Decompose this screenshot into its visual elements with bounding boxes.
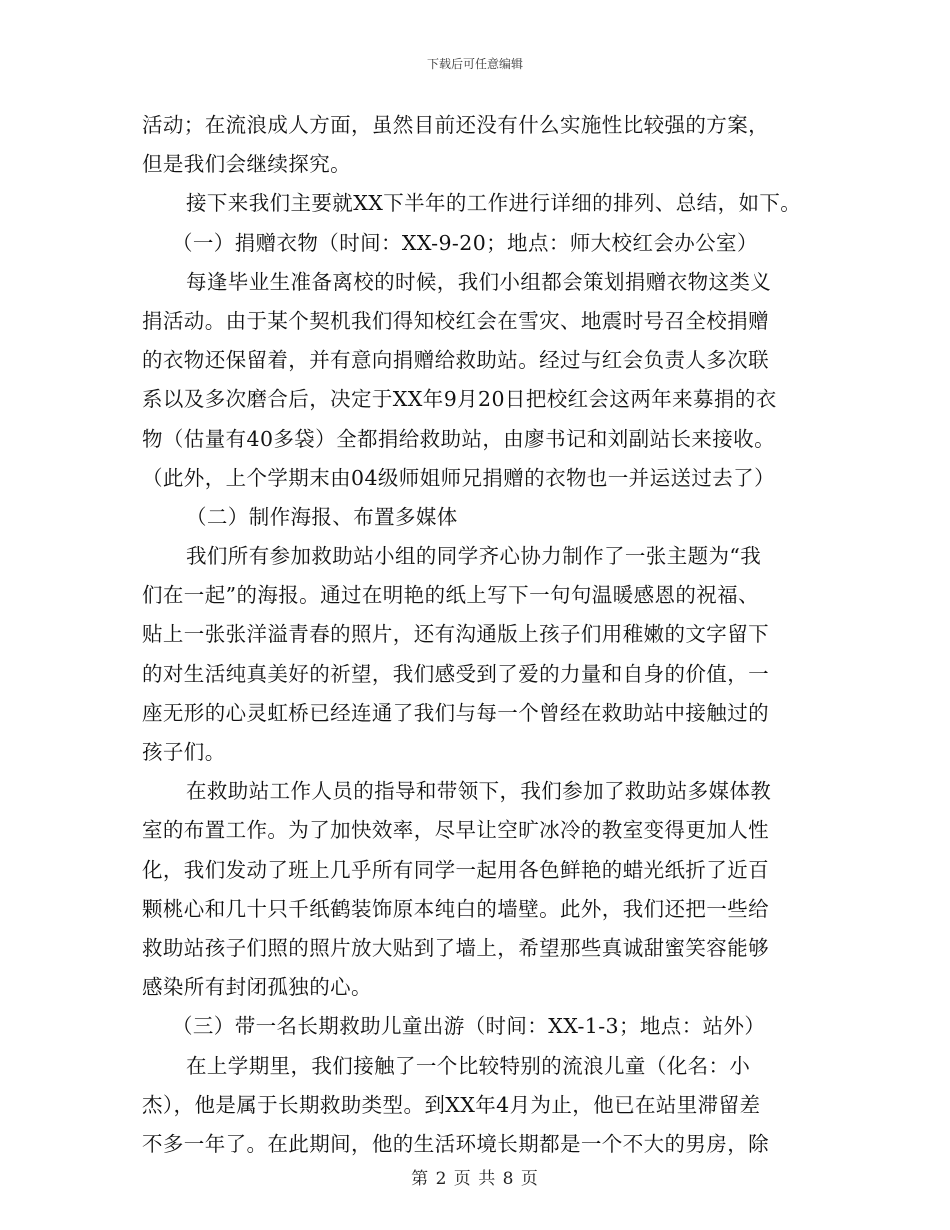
- text-line: 感染所有封闭孤独的心。: [142, 975, 372, 1000]
- text-line: 们在一起”的海报。通过在明艳的纸上写下一句句温暖感恩的祝福、: [142, 583, 759, 608]
- text-line: 在上学期里，我们接触了一个比较特别的流浪儿童（化名：小: [186, 1053, 751, 1078]
- text-line: 在救助站工作人员的指导和带领下，我们参加了救助站多媒体教: [186, 779, 772, 804]
- page-footer: 第 2 页 共 8 页: [411, 1169, 539, 1189]
- text-line: 但是我们会继续探究。: [142, 152, 351, 177]
- text-line: 室的布置工作。为了加快效率，尽早让空旷冰冷的教室变得更加人性: [142, 818, 769, 843]
- text-line: 贴上一张张洋溢青春的照片，还有沟通版上孩子们用稚嫩的文字留下: [142, 622, 769, 647]
- text-line: 孩子们。: [142, 740, 226, 764]
- text-line: 接下来我们主要就XX下半年的工作进行详细的排列、总结，如下。: [186, 191, 802, 216]
- text-line: （此外，上个学期末由04级师姐师兄捐赠的衣物也一并运送过去了）: [142, 465, 775, 490]
- text-line: 系以及多次磨合后，决定于XX年9月20日把校红会这两年来募捐的衣: [142, 387, 777, 412]
- page-header: 下载后可任意编辑: [426, 57, 523, 71]
- text-line: 杰），他是属于长期救助类型。到XX年4月为止，他已在站里滞留差: [142, 1092, 761, 1117]
- text-line: 座无形的心灵虹桥已经连通了我们与每一个曾经在救助站中接触过的: [142, 700, 769, 725]
- section-heading: （一）捐赠衣物（时间：XX-9-20；地点：师大校红会办公室）: [172, 230, 758, 255]
- text-line: 捐活动。由于某个契机我们得知校红会在雪灾、地震时号召全校捐赠: [142, 308, 769, 333]
- text-line: 的对生活纯真美好的祈望，我们感受到了爱的力量和自身的价值，一: [142, 661, 769, 686]
- text-line: 每逢毕业生准备离校的时候，我们小组都会策划捐赠衣物这类义: [186, 269, 772, 294]
- document-body: [142, 106, 822, 1164]
- text-line: 化，我们发动了班上几乎所有同学一起用各色鲜艳的蜡光纸折了近百: [142, 857, 769, 882]
- text-line: 物（估量有40多袋）全都捐给救助站，由廖书记和刘副站长来接收。: [142, 426, 775, 451]
- text-line: 我们所有参加救助站小组的同学齐心协力制作了一张主题为“我: [186, 544, 762, 569]
- text-line: 活动；在流浪成人方面，虽然目前还没有什么实施性比较强的方案，: [142, 113, 769, 137]
- text-line: 救助站孩子们照的照片放大贴到了墙上，希望那些真诚甜蜜笑容能够: [142, 935, 769, 960]
- section-heading: （二）制作海报、布置多媒体: [186, 504, 458, 529]
- text-line: 颗桃心和几十只千纸鹤装饰原本纯白的墙壁。此外，我们还把一些给: [142, 896, 769, 921]
- section-heading: （三）带一名长期救助儿童出游（时间：XX-1-3；地点：站外）: [172, 1014, 766, 1039]
- text-line: 不多一年了。在此期间，他的生活环境长期都是一个不大的男房，除: [142, 1131, 769, 1156]
- text-line: 的衣物还保留着，并有意向捐赠给救助站。经过与红会负责人多次联: [142, 348, 769, 373]
